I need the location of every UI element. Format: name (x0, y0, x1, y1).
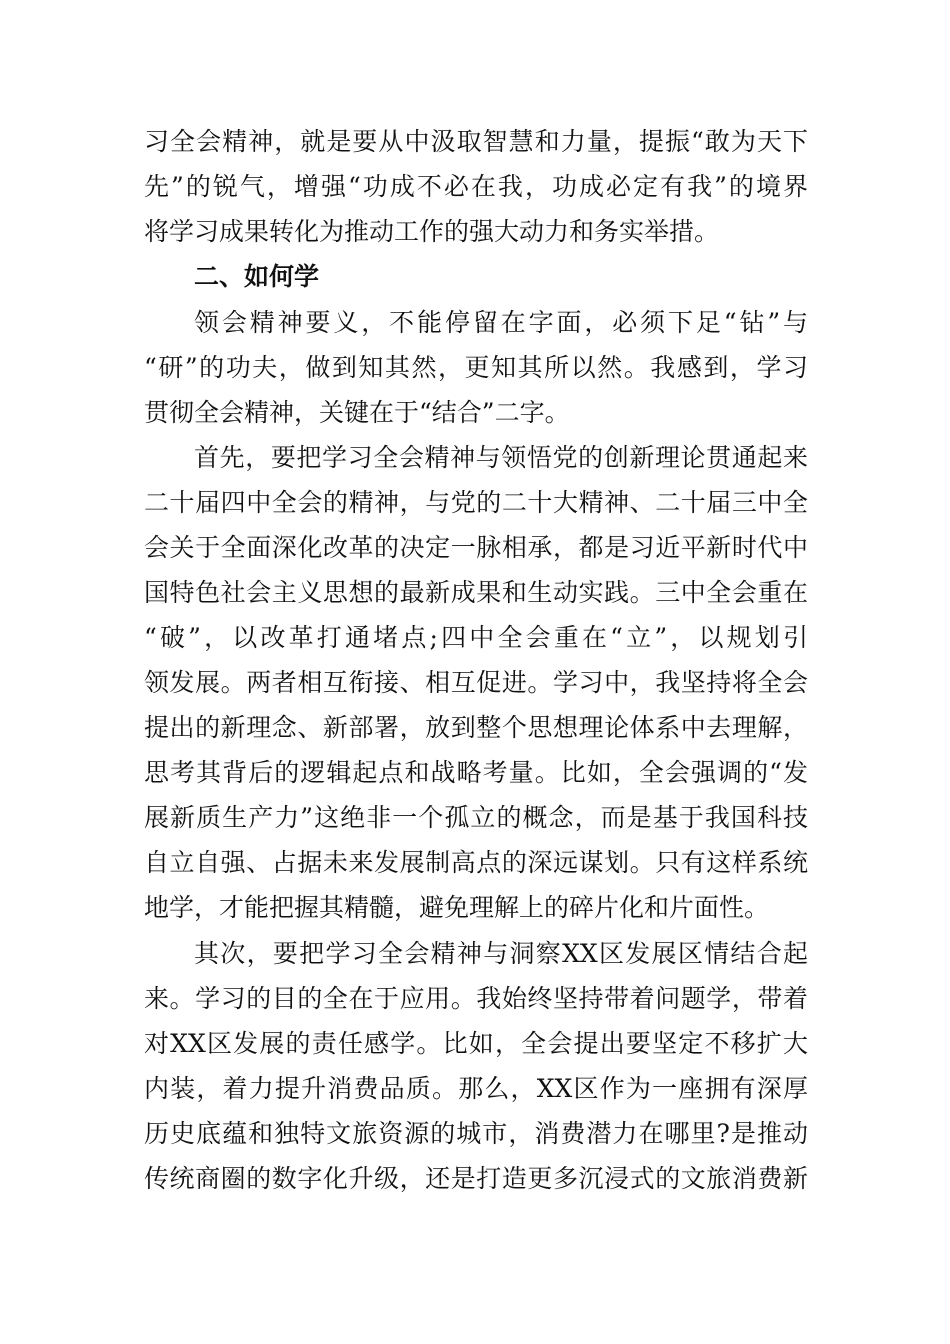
text-line: “破”，以改革打通堵点;四中全会重在“立”，以规划引 (144, 623, 808, 652)
text-line: 习全会精神，就是要从中汲取智慧和力量，提振“敢为天下 (144, 127, 808, 156)
text-line: 提出的新理念、新部署，放到整个思想理论体系中去理解， (144, 713, 808, 742)
text-line: 历史底蕴和独特文旅资源的城市，消费潜力在哪里?是推动 (144, 1119, 808, 1148)
text-line: 内装，着力提升消费品质。那么，XX区作为一座拥有深厚 (144, 1074, 808, 1103)
text-line: 首先，要把学习全会精神与领悟党的创新理论贯通起来 (194, 443, 808, 472)
text-line: 先”的锐气，增强“功成不必在我，功成必定有我”的境界 (144, 172, 808, 201)
section-heading: 二、如何学 (194, 262, 320, 291)
text-line: 其次，要把学习全会精神与洞察XX区发展区情结合起 (194, 939, 808, 968)
text-line: 自立自强、占据未来发展制高点的深远谋划。只有这样系统 (144, 848, 808, 877)
text-line: 二十届四中全会的精神，与党的二十大精神、二十届三中全 (144, 488, 808, 517)
text-line: 展新质生产力”这绝非一个孤立的概念，而是基于我国科技 (144, 803, 808, 832)
text-line: 地学，才能把握其精髓，避免理解上的碎片化和片面性。 (144, 893, 770, 922)
text-line: 领发展。两者相互衔接、相互促进。学习中，我坚持将全会 (144, 668, 808, 697)
text-line: 来。学习的目的全在于应用。我始终坚持带着问题学，带着 (144, 984, 808, 1013)
text-line: 思考其背后的逻辑起点和战略考量。比如，全会强调的“发 (144, 758, 808, 787)
text-line: 领会精神要义，不能停留在字面，必须下足“钻”与 (194, 308, 808, 337)
text-line: 国特色社会主义思想的最新成果和生动实践。三中全会重在 (144, 578, 808, 607)
text-line: 会关于全面深化改革的决定一脉相承，都是习近平新时代中 (144, 533, 808, 562)
text-line: 贯彻全会精神，关键在于“结合”二字。 (144, 398, 570, 427)
text-line: 传统商圈的数字化升级，还是打造更多沉浸式的文旅消费新 (144, 1164, 808, 1193)
text-line: 将学习成果转化为推动工作的强大动力和务实举措。 (144, 217, 720, 246)
text-line: 对XX区发展的责任感学。比如，全会提出要坚定不移扩大 (144, 1029, 808, 1058)
text-line: “研”的功夫，做到知其然，更知其所以然。我感到，学习 (144, 353, 808, 382)
